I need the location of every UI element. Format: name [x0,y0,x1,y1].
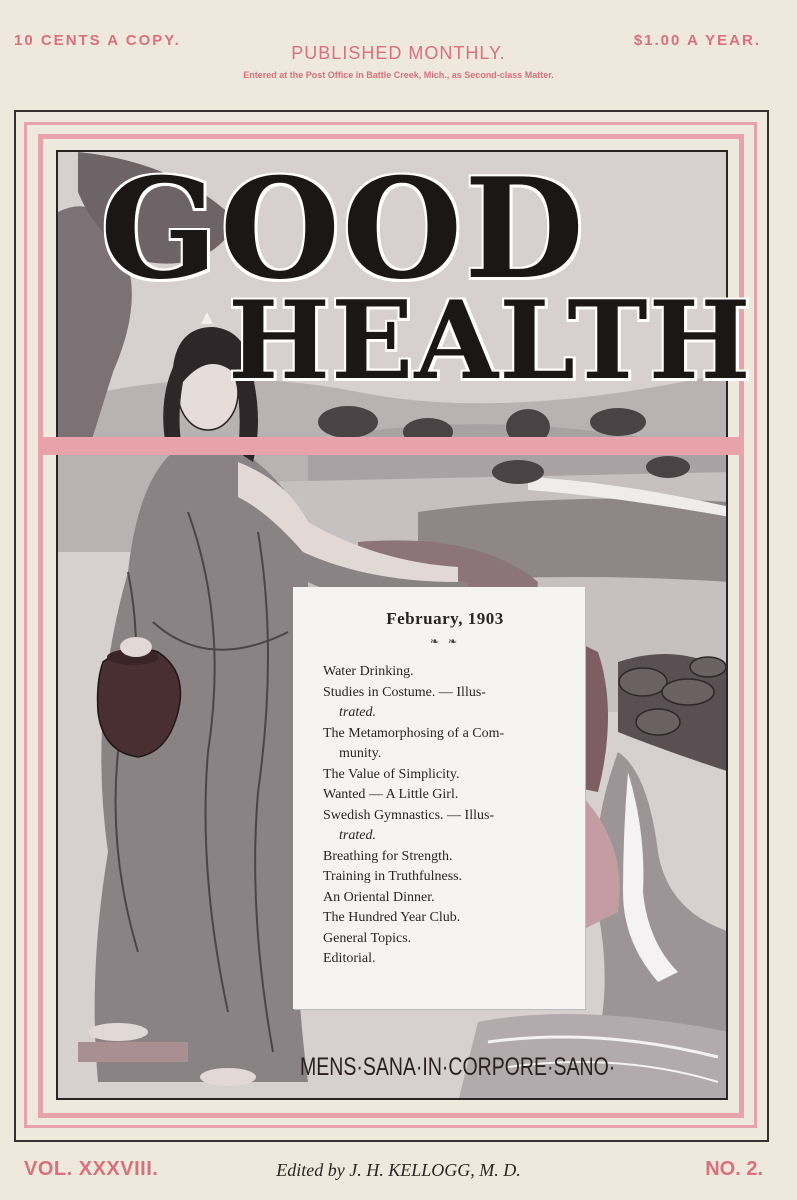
contents-list [323,662,567,970]
price-per-year: $1.00 A YEAR. [633,32,761,49]
list-item: trated. [339,828,376,843]
magazine-title-health: HEALTH [228,278,752,404]
issue-number: NO. 2. [705,1158,763,1180]
editor-credit: Edited by J. H. KELLOGG, M. D. [276,1160,521,1180]
price-per-copy: 10 CENTS A COPY. [14,32,181,49]
list-item: The Value of Simplicity. [323,766,460,782]
magazine-title-good: GOOD [100,147,586,310]
list-item: Wanted — A Little Girl. [323,787,459,802]
volume-number: VOL. XXXVIII. [24,1158,159,1180]
list-item: trated. [339,705,376,720]
list-item: Studies in Costume. — Illus- [323,684,486,700]
pink-crossbar [38,437,744,455]
list-item: Editorial. [323,951,376,966]
list-item: An Oriental Dinner. [323,889,435,905]
issue-date: February, 1903 [386,609,504,628]
list-item: Breathing for Strength. [323,848,453,864]
list-item: The Metamorphosing of a Com- [323,725,505,741]
ornament-icon: ❧ ❧ [429,636,461,648]
table-of-contents [293,587,585,1009]
list-item: Swedish Gymnastics. — Illus- [323,807,495,823]
postal-note: Entered at the Post Office in Battle Creek, Mich., as Second-class Matter. [243,70,554,80]
list-item: Water Drinking. [323,664,414,679]
list-item: General Topics. [323,930,412,946]
publication-frequency: PUBLISHED MONTHLY. [291,43,506,63]
list-item: Training in Truthfulness. [323,869,463,884]
latin-motto: MENS·SANA·IN·CORPORE·SANO· [300,1053,616,1081]
list-item: munity. [339,746,382,761]
list-item: The Hundred Year Club. [323,910,461,925]
